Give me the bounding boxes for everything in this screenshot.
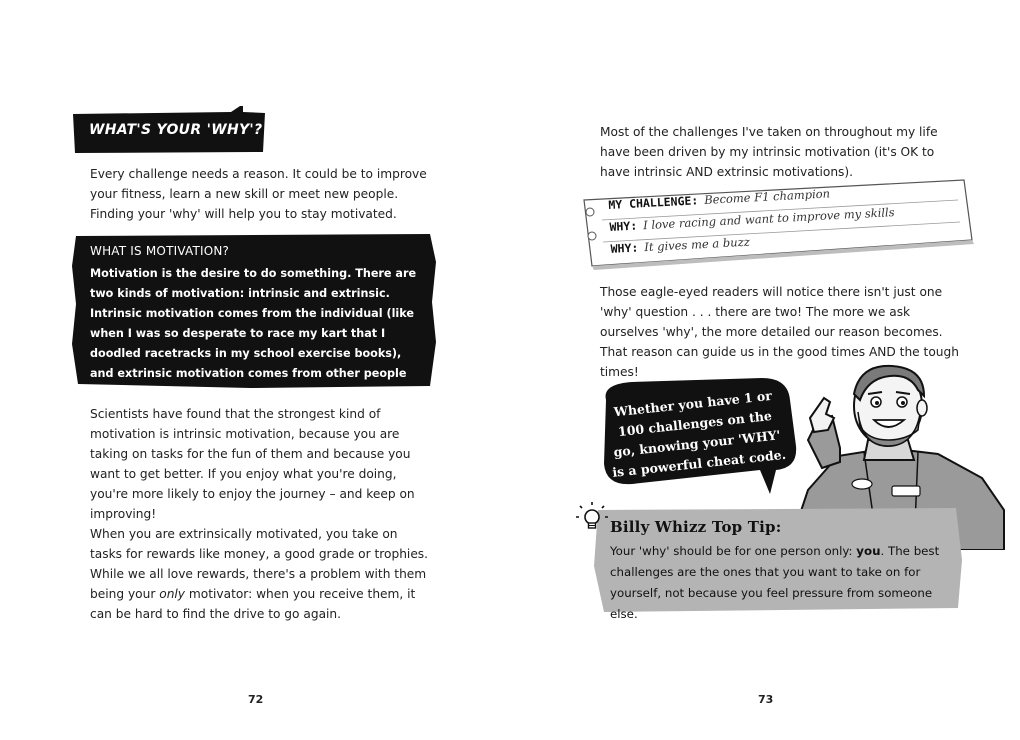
top-tip-start: Your 'why' should be for one person only: [610,544,857,558]
motivation-definition-box [70,232,438,400]
note-label: WHY: [609,218,638,234]
note-label: WHY: [610,240,639,256]
extrinsic-paragraph-start: When you are extrinsically motivated, you take on tasks for rewards like money, a good grade or trophies. While we all love rewards, there's a problem with them being your [90,527,429,601]
note-value: It gives me a buzz [643,234,751,255]
extrinsic-paragraph-emphasis: only [159,587,186,601]
extrinsic-paragraph [90,524,430,624]
lightbulb-icon [576,502,608,534]
extrinsic-paragraph-end: motivator: when you receive them, it can be hard to find the drive to go again. [90,587,416,621]
section-heading-banner [71,106,267,154]
top-tip-end: . The best challenges are the ones that you want to take on for yourself, not because you feel pressure from someone else. [610,544,940,621]
strongest-motivation-paragraph: Scientists have found that the strongest kind of motivation is intrinsic motivation, because you are taking on tasks for the fun of them and because you want to get better. If you enjoy what you're doing, you're more likely to enjoy the journey – and keep on improving! [90,407,415,521]
eagle-eyed-paragraph: Those eagle-eyed readers will notice there isn't just one 'why' question . . . there are two! The more we ask ourselves 'why', the more detailed our reason becomes. That reason can guide us in the good times AND the tough times! [600,285,959,379]
right-intro-paragraph: Most of the challenges I've taken on throughout my life have been driven by my intrinsic motivation (it's OK to have intrinsic AND extrinsic motivations). [600,125,938,179]
top-tip-body [610,541,950,625]
intro-paragraph: Every challenge needs a reason. It could be to improve your fitness, learn a new skill or meet new people. Finding your 'why' will help you to stay motivated. [90,167,427,221]
top-tip-bold: you [856,544,881,558]
note-label: MY CHALLENGE: [608,193,699,212]
top-tip-box [584,500,964,621]
note-value: I love racing and want to improve my skills [642,205,895,233]
note-value: Become F1 champion [703,186,831,207]
speech-bubble [592,376,802,496]
motivation-box-body: Motivation is the desire to do something. There are two kinds of motivation: intrinsic and extrinsic. Intrinsic motivation comes from the individual (like when I was so desperate to race my kart that I doodled racetracks in my school exercise books), and extrinsic motivation comes from other people (like your coach praising you, or a big shiny trophy). [90,267,422,400]
challenge-note-card [576,178,976,270]
speech-bubble-text: Whether you have 1 or 100 challenges on the go, knowing your 'WHY' is a powerful cheat code. [611,387,787,480]
page-number-left: 72 [248,693,264,706]
motivation-box-title: WHAT IS MOTIVATION? [90,244,230,258]
right-page [510,0,1020,740]
top-tip-title: Billy Whizz Top Tip: [610,518,782,536]
section-heading: WHAT'S YOUR 'WHY'? [89,122,263,138]
page-number-right: 73 [758,693,774,706]
